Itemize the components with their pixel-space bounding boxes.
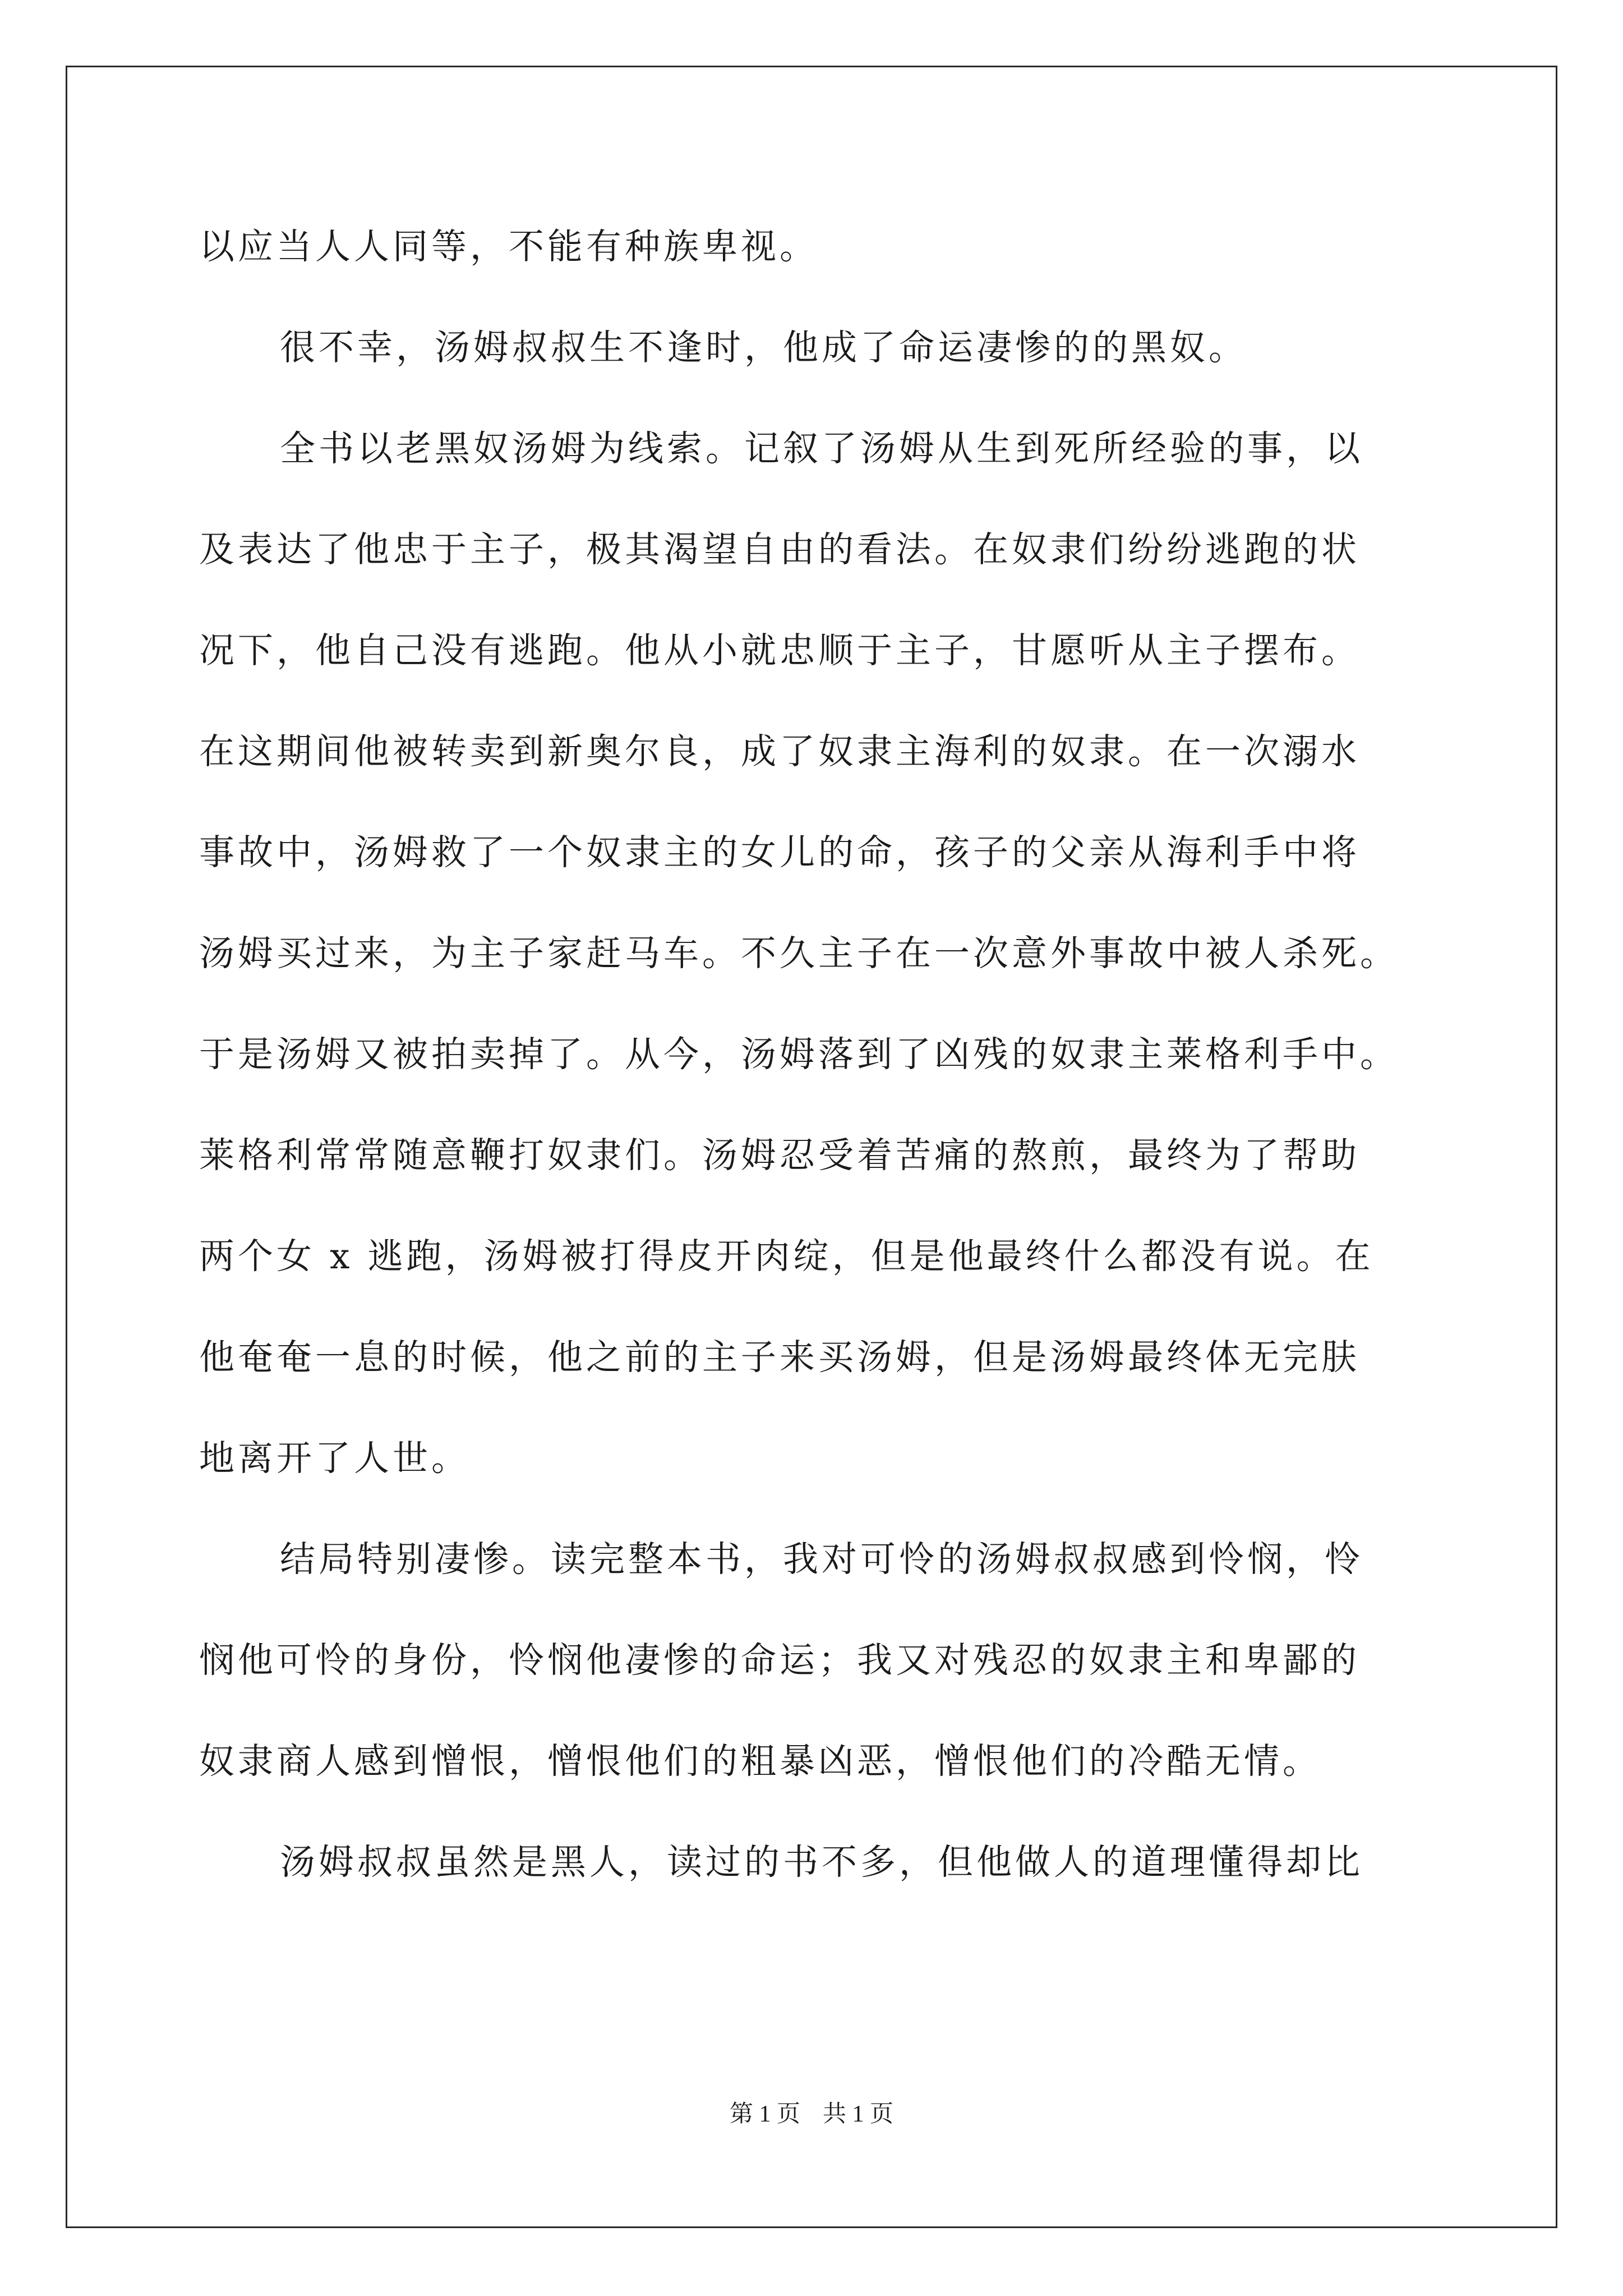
paragraph-line: 结局特别凄惨。读完整本书，我对可怜的汤姆叔叔感到怜悯，怜 <box>280 1539 1363 1580</box>
paragraph-line: 地离开了人世。 <box>199 1438 470 1479</box>
paragraph-line: 奴隶商人感到憎恨，憎恨他们的粗暴凶恶，憎恨他们的冷酷无情。 <box>199 1741 1321 1782</box>
paragraph-line: 及表达了他忠于主子，极其渴望自由的看法。在奴隶们纷纷逃跑的状 <box>199 529 1360 570</box>
paragraph-line: 事故中，汤姆救了一个奴隶主的女儿的命，孩子的父亲从海利手中将 <box>199 832 1360 873</box>
paragraph-line: 在这期间他被转卖到新奥尔良，成了奴隶主海利的奴隶。在一次溺水 <box>199 731 1360 772</box>
page-footer <box>0 2095 1623 2129</box>
paragraph-line: 汤姆买过来，为主子家赶马车。不久主子在一次意外事故中被人杀死。 <box>199 933 1399 974</box>
paragraph-line: 悯他可怜的身份，怜悯他凄惨的命运；我又对残忍的奴隶主和卑鄙的 <box>199 1640 1360 1681</box>
paragraph-line: 全书以老黑奴汤姆为线索。记叙了汤姆从生到死所经验的事，以 <box>280 428 1363 469</box>
page-total: 共 1 页 <box>823 2101 894 2127</box>
paragraph-line: 于是汤姆又被拍卖掉了。从今，汤姆落到了凶残的奴隶主莱格利手中。 <box>199 1034 1399 1075</box>
paragraph-line: 他奄奄一息的时候，他之前的主子来买汤姆，但是汤姆最终体无完肤 <box>199 1337 1360 1378</box>
paragraph-line: 很不幸，汤姆叔叔生不逢时，他成了命运凄惨的的黑奴。 <box>280 327 1247 368</box>
paragraph-line: 两个女 x 逃跑，汤姆被打得皮开肉绽，但是他最终什么都没有说。在 <box>199 1236 1374 1277</box>
paragraph-line: 汤姆叔叔虽然是黑人，读过的书不多，但他做人的道理懂得却比 <box>280 1842 1363 1883</box>
page-number: 第 1 页 <box>729 2101 800 2127</box>
paragraph-line: 况下，他自己没有逃跑。他从小就忠顺于主子，甘愿听从主子摆布。 <box>199 630 1360 671</box>
document-body <box>199 196 1433 1913</box>
paragraph-line: 以应当人人同等，不能有种族卑视。 <box>199 226 818 267</box>
paragraph-line: 莱格利常常随意鞭打奴隶们。汤姆忍受着苦痛的熬煎，最终为了帮助 <box>199 1135 1360 1176</box>
